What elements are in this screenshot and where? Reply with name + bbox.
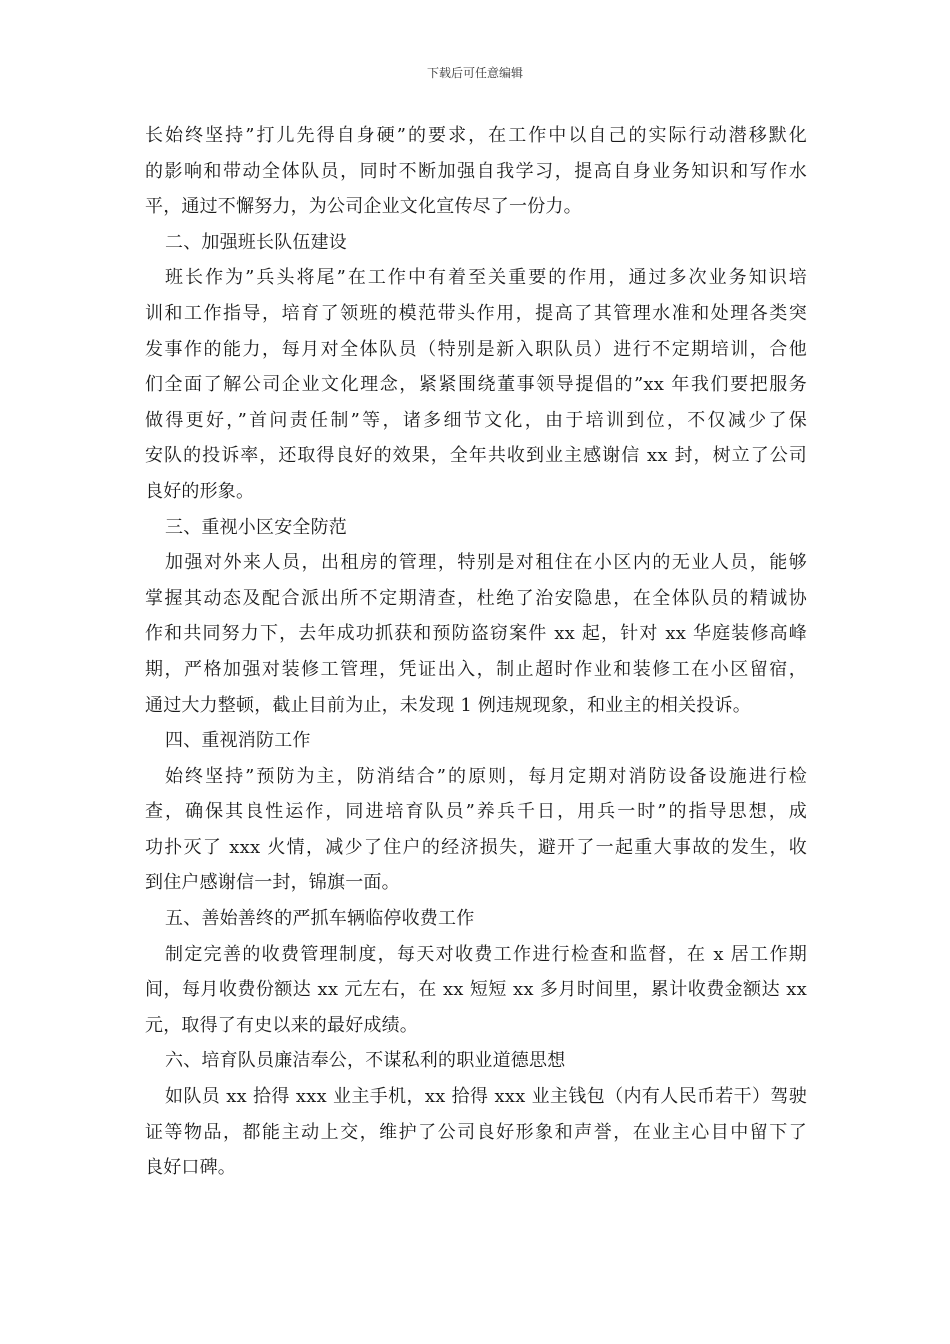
document-body — [145, 118, 807, 1186]
paragraph-line: 通过大力整顿，截止目前为止，未发现 1 例违规现象，和业主的相关投诉。 — [145, 694, 751, 716]
paragraph-line: 证等物品，都能主动上交，维护了公司良好形象和声誉，在业主心目中留下了 — [145, 1121, 807, 1143]
paragraph-line: 掌握其动态及配合派出所不定期清查，杜绝了治安隐患，在全体队员的精诚协 — [145, 587, 807, 609]
paragraph-line: 良好的形象。 — [145, 480, 255, 502]
section-heading: 四、重视消防工作 — [165, 730, 311, 752]
paragraph-line: 如队员 xx 拾得 xxx 业主手机，xx 拾得 xxx 业主钱包（内有人民币若干）驾驶 — [165, 1086, 807, 1108]
section-heading: 五、善始善终的严抓车辆临停收费工作 — [165, 908, 475, 930]
paragraph-line: 元，取得了有史以来的最好成绩。 — [145, 1014, 418, 1036]
section-heading: 三、重视小区安全防范 — [165, 516, 347, 538]
paragraph-line: 良好口碑。 — [145, 1157, 236, 1179]
paragraph-line: 长始终坚持”打儿先得自身硬”的要求，在工作中以自己的实际行动潜移默化 — [145, 125, 807, 146]
paragraph-line: 们全面了解公司企业文化理念，紧紧围绕董事领导提倡的”xx 年我们要把服务 — [145, 374, 807, 396]
paragraph-line: 安队的投诉率，还取得良好的效果，全年共收到业主感谢信 xx 封，树立了公司 — [145, 445, 807, 467]
paragraph-line: 加强对外来人员，出租房的管理，特别是对租住在小区内的无业人员，能够 — [165, 552, 807, 574]
paragraph-line: 班长作为”兵头将尾”在工作中有着至关重要的作用，通过多次业务知识培 — [165, 267, 807, 289]
paragraph-line: 发事作的能力，每月对全体队员（特别是新入职队员）进行不定期培训，合他 — [145, 338, 807, 360]
paragraph-line: 制定完善的收费管理制度，每天对收费工作进行检查和监督，在 x 居工作期 — [165, 943, 807, 965]
paragraph-line: 功扑灭了 xxx 火情，减少了住户的经济损失，避开了一起重大事故的发生，收 — [145, 836, 807, 858]
paragraph-line: 平，通过不懈努力，为公司企业文化宣传尽了一份力。 — [145, 196, 582, 218]
paragraph-line: 间，每月收费份额达 xx 元左右，在 xx 短短 xx 多月时间里，累计收费金额达 xx — [145, 979, 807, 1001]
paragraph-line: 作和共同努力下，去年成功抓获和预防盗窃案件 xx 起，针对 xx 华庭装修高峰 — [145, 623, 807, 645]
page-header: 下载后可任意编辑 — [426, 66, 523, 80]
paragraph-line: 查，确保其良性运作，同进培育队员”养兵千日，用兵一时”的指导思想，成 — [145, 801, 807, 823]
paragraph-line: 的影响和带动全体队员，同时不断加强自我学习，提高自身业务知识和写作水 — [145, 160, 807, 182]
paragraph-line: 到住户感谢信一封，锦旗一面。 — [145, 872, 400, 894]
section-heading: 六、培育队员廉洁奉公，不谋私利的职业道德思想 — [165, 1050, 566, 1072]
paragraph-line: 始终坚持”预防为主，防消结合”的原则，每月定期对消防设备设施进行检 — [165, 765, 807, 787]
paragraph-line: 做得更好，”首问责任制”等，诸多细节文化，由于培训到位，不仅减少了保 — [145, 409, 807, 431]
section-heading: 二、加强班长队伍建设 — [165, 231, 347, 253]
paragraph-line: 训和工作指导，培育了领班的模范带头作用，提高了其管理水准和处理各类突 — [145, 302, 807, 324]
paragraph-line: 期，严格加强对装修工管理，凭证出入，制止超时作业和装修工在小区留宿， — [145, 658, 807, 680]
